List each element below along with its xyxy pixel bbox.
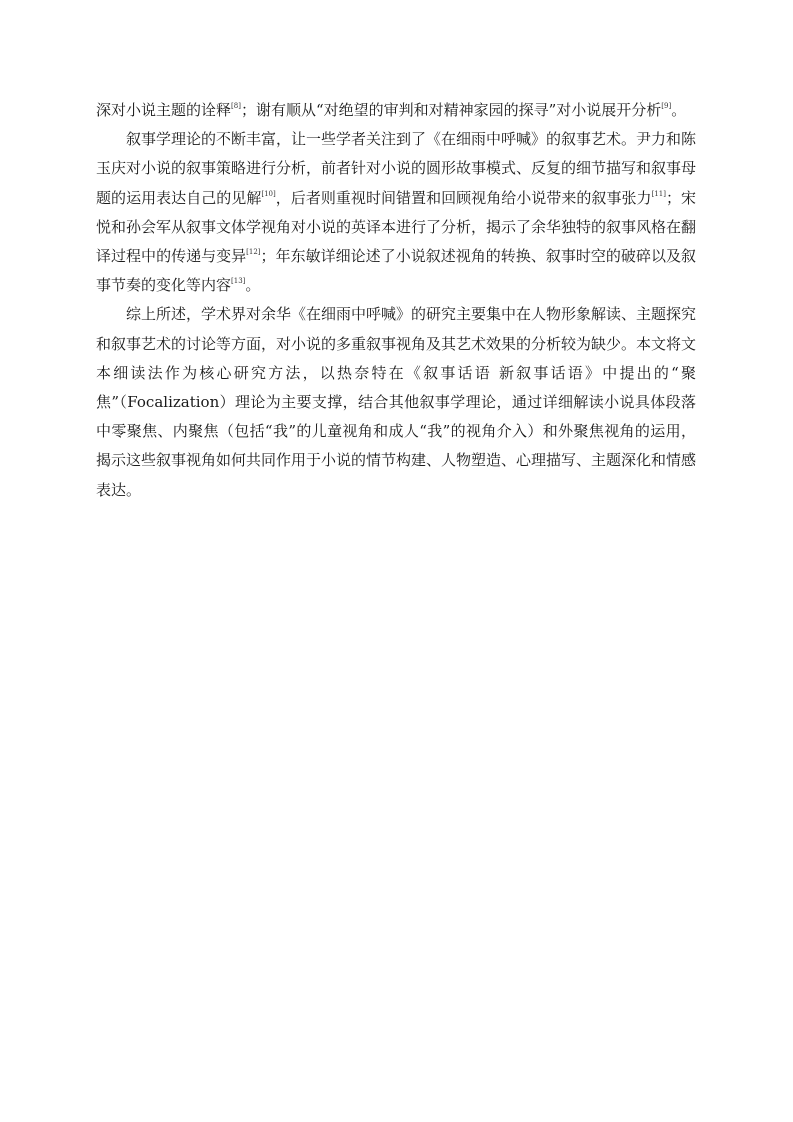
paragraph-3 <box>96 300 696 504</box>
citation-11: [11] <box>651 189 666 198</box>
citation-13: [13] <box>231 277 246 286</box>
text-run: 。 <box>245 276 261 295</box>
citation-10: [10] <box>261 189 276 198</box>
text-run: ；谢有顺从“对绝望的审判和对精神家园的探寻”对小说展开分析 <box>240 101 662 119</box>
text-run: 叙事学理论的不断丰富，让一些学者关注到了《在细雨中呼喊》的叙事艺术。尹力和陈玉庆对小说的叙事策略进行分析，前者针对小说的圆形故事模式、反复的细节描写和叙事母题的运用表达自己的见解 <box>96 130 697 207</box>
text-run: ，后者则重视时间错置和回顾视角给小说带来的叙事张力 <box>275 188 652 207</box>
text-run: 综上所述，学术界对余华《在细雨中呼喊》的研究主要集中在人物形象解读、主题探究和叙事艺术的讨论等方面，对小说的多重叙事视角及其艺术效果的分析较为缺少。本文将文本细读法作为核心研究方法，以热奈特在《叙事话语 新叙事话语》中提出的“聚焦”（Focalization）理论为主要支撑，结合其他叙事学理论，通过详细解读小说具体段落中零聚焦、内聚焦（包括“我”的儿童视角和成人“我”的视角介入）和外聚焦视角的运用，揭示这些叙事视角如何共同作用于小说的情节构建、人物塑造、心理描写、主题深化和情感表达。 <box>96 305 697 499</box>
citation-12: [12] <box>246 248 261 257</box>
body-text <box>96 96 696 505</box>
paragraph-1 <box>96 96 696 125</box>
text-run: 。 <box>671 101 687 119</box>
citation-8: [8] <box>231 102 241 110</box>
citation-9: [9] <box>661 102 672 110</box>
text-run: ；宋悦和孙会军从叙事文体学视角对小说的英译本进行了分析，揭示了余华独特的叙事风格在翻译过程中的传递与变异 <box>96 188 697 266</box>
text-run: ；年东敏详细论述了小说叙述视角的转换、叙事时空的破碎以及叙事节奏的变化等内容 <box>96 247 696 295</box>
paragraph-2 <box>96 125 696 300</box>
text-run: 深对小说主题的诠释 <box>96 101 232 119</box>
